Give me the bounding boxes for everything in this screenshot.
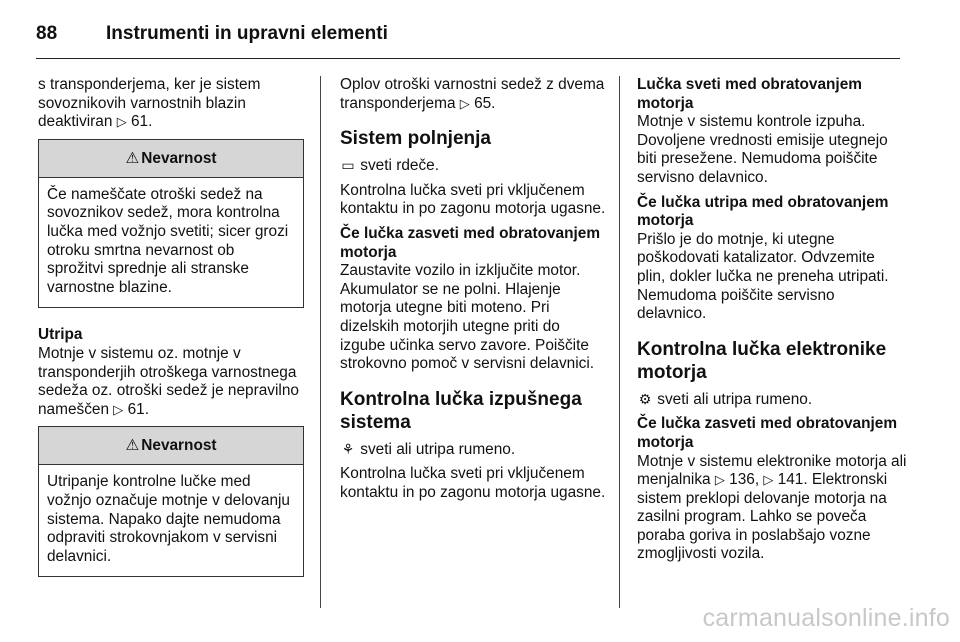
column-2: [340, 76, 608, 509]
warning-triangle-icon: ⚠: [125, 437, 140, 455]
subheading-sveti-med: Lučka sveti med obratovanjem motorja: [637, 76, 862, 112]
ref-arrow-icon: ▷: [459, 95, 470, 111]
watermark: carmanualsonline.info: [702, 604, 950, 632]
utripa-med-text: Prišlo je do motnje, ki utegne poškodovati katalizator. Odvzemite plin, dokler lučka ne preneha utripati. Nemudoma poiščite servisno delavnico.: [637, 230, 889, 323]
section-heading-izpusnega-sistema: Kontrolna lučka izpušnega sistema: [340, 388, 582, 433]
zasveti-elektronika-text: Motnje v sistemu elektronike motorja ali menjalnika ▷ 136, ▷ 141. Elektronski sistem preklopi delovanje motorja na zasilni program. Lahko se poveča poraba goriva in poslabšajo vozne zmogljivosti vozila.: [637, 452, 907, 563]
sveti-med-text: Motnje v sistemu kontrole izpuha. Dovoljene vrednosti emisije utegnejo biti presežene. Nemudoma poiščite servisno delavnico.: [637, 113, 888, 186]
warning-header: ⚠ Nevarnost: [39, 140, 303, 178]
utripa-text: Motnje v sistemu oz. motnje v transponderjih otroškega varnostnega sedeža oz. otroški sedež je nepravilno nameščen ▷ 61.: [38, 344, 299, 418]
column-divider-2: [619, 76, 620, 608]
battery-status-line: ▭ sveti rdeče.: [341, 157, 439, 175]
section-heading-elektronike: Kontrolna lučka elektronike motorja: [637, 338, 887, 383]
ref-arrow-icon: ▷: [763, 472, 774, 488]
warning-box-2: [38, 426, 304, 577]
battery-icon: ▭: [341, 157, 355, 174]
header-divider: [36, 58, 900, 59]
ref-arrow-icon: ▷: [113, 401, 124, 417]
zasveti-text: Zaustavite vozilo in izključite motor. Akumulator se ne polni. Hlajenje motorja utegne biti moteno. Pri dizelskih motorjih utegne priti do izgube učinka servo zavore. Poiščite strokovno pomoč v servisni delavnici.: [340, 262, 595, 373]
page-title: Instrumenti in upravni elementi: [106, 23, 388, 44]
section-heading-utripa: Utripa: [38, 326, 83, 344]
column-divider-1: [320, 76, 321, 608]
warning-header: ⚠ Nevarnost: [39, 427, 303, 465]
warning-box-1: [38, 139, 304, 309]
subheading-zasveti-elektronika: Če lučka zasveti med obratovanjem motorja: [637, 415, 898, 451]
page-header: [36, 14, 924, 54]
ref-arrow-icon: ▷: [116, 114, 127, 130]
column-3: [637, 76, 907, 570]
engine-icon: ⚙: [638, 390, 652, 407]
col1-intro: s transponderjema, ker je sistem sovoznikovih varnostnih blazin deaktiviran ▷ 61.: [38, 76, 261, 131]
exhaust-warning-icon: ⚘: [341, 440, 355, 457]
section-heading-sistem-polnjenja: Sistem polnjenja: [340, 128, 491, 150]
warning-triangle-icon: ⚠: [125, 149, 140, 167]
col2-intro: Oplov otroški varnostni sedež z dvema transponderjema ▷ 65.: [340, 76, 605, 112]
page-number: 88: [36, 23, 58, 44]
column-1: [38, 76, 304, 595]
engine-status-line: ⚙ sveti ali utripa rumeno.: [638, 390, 813, 408]
polnjenje-text: Kontrolna lučka sveti pri vključenem kontaktu in po zagonu motorja ugasne.: [340, 181, 606, 218]
ref-arrow-icon: ▷: [714, 472, 725, 488]
exhaust-status-line: ⚘ sveti ali utripa rumeno.: [341, 440, 516, 458]
warning-text: Če nameščate otroški sedež na sovoznikov sedež, mora kontrolna lučka med vožnjo svetiti; sicer grozi otroku smrtna nevarnost ob sprožitvi sprednje ali stranske varnostne blazine.: [47, 185, 289, 296]
izpusnega-text: Kontrolna lučka sveti pri vključenem kontaktu in po zagonu motorja ugasne.: [340, 465, 606, 501]
subheading-zasveti: Če lučka zasveti med obratovanjem motorja: [340, 224, 601, 261]
subheading-utripa-med: Če lučka utripa med obratovanjem motorja: [637, 193, 889, 230]
warning-text: Utripanje kontrolne lučke med vožnjo označuje motnje v delovanju sistema. Napako dajte nemudoma odpraviti strokovnjakom v servisni delavnici.: [47, 473, 290, 565]
